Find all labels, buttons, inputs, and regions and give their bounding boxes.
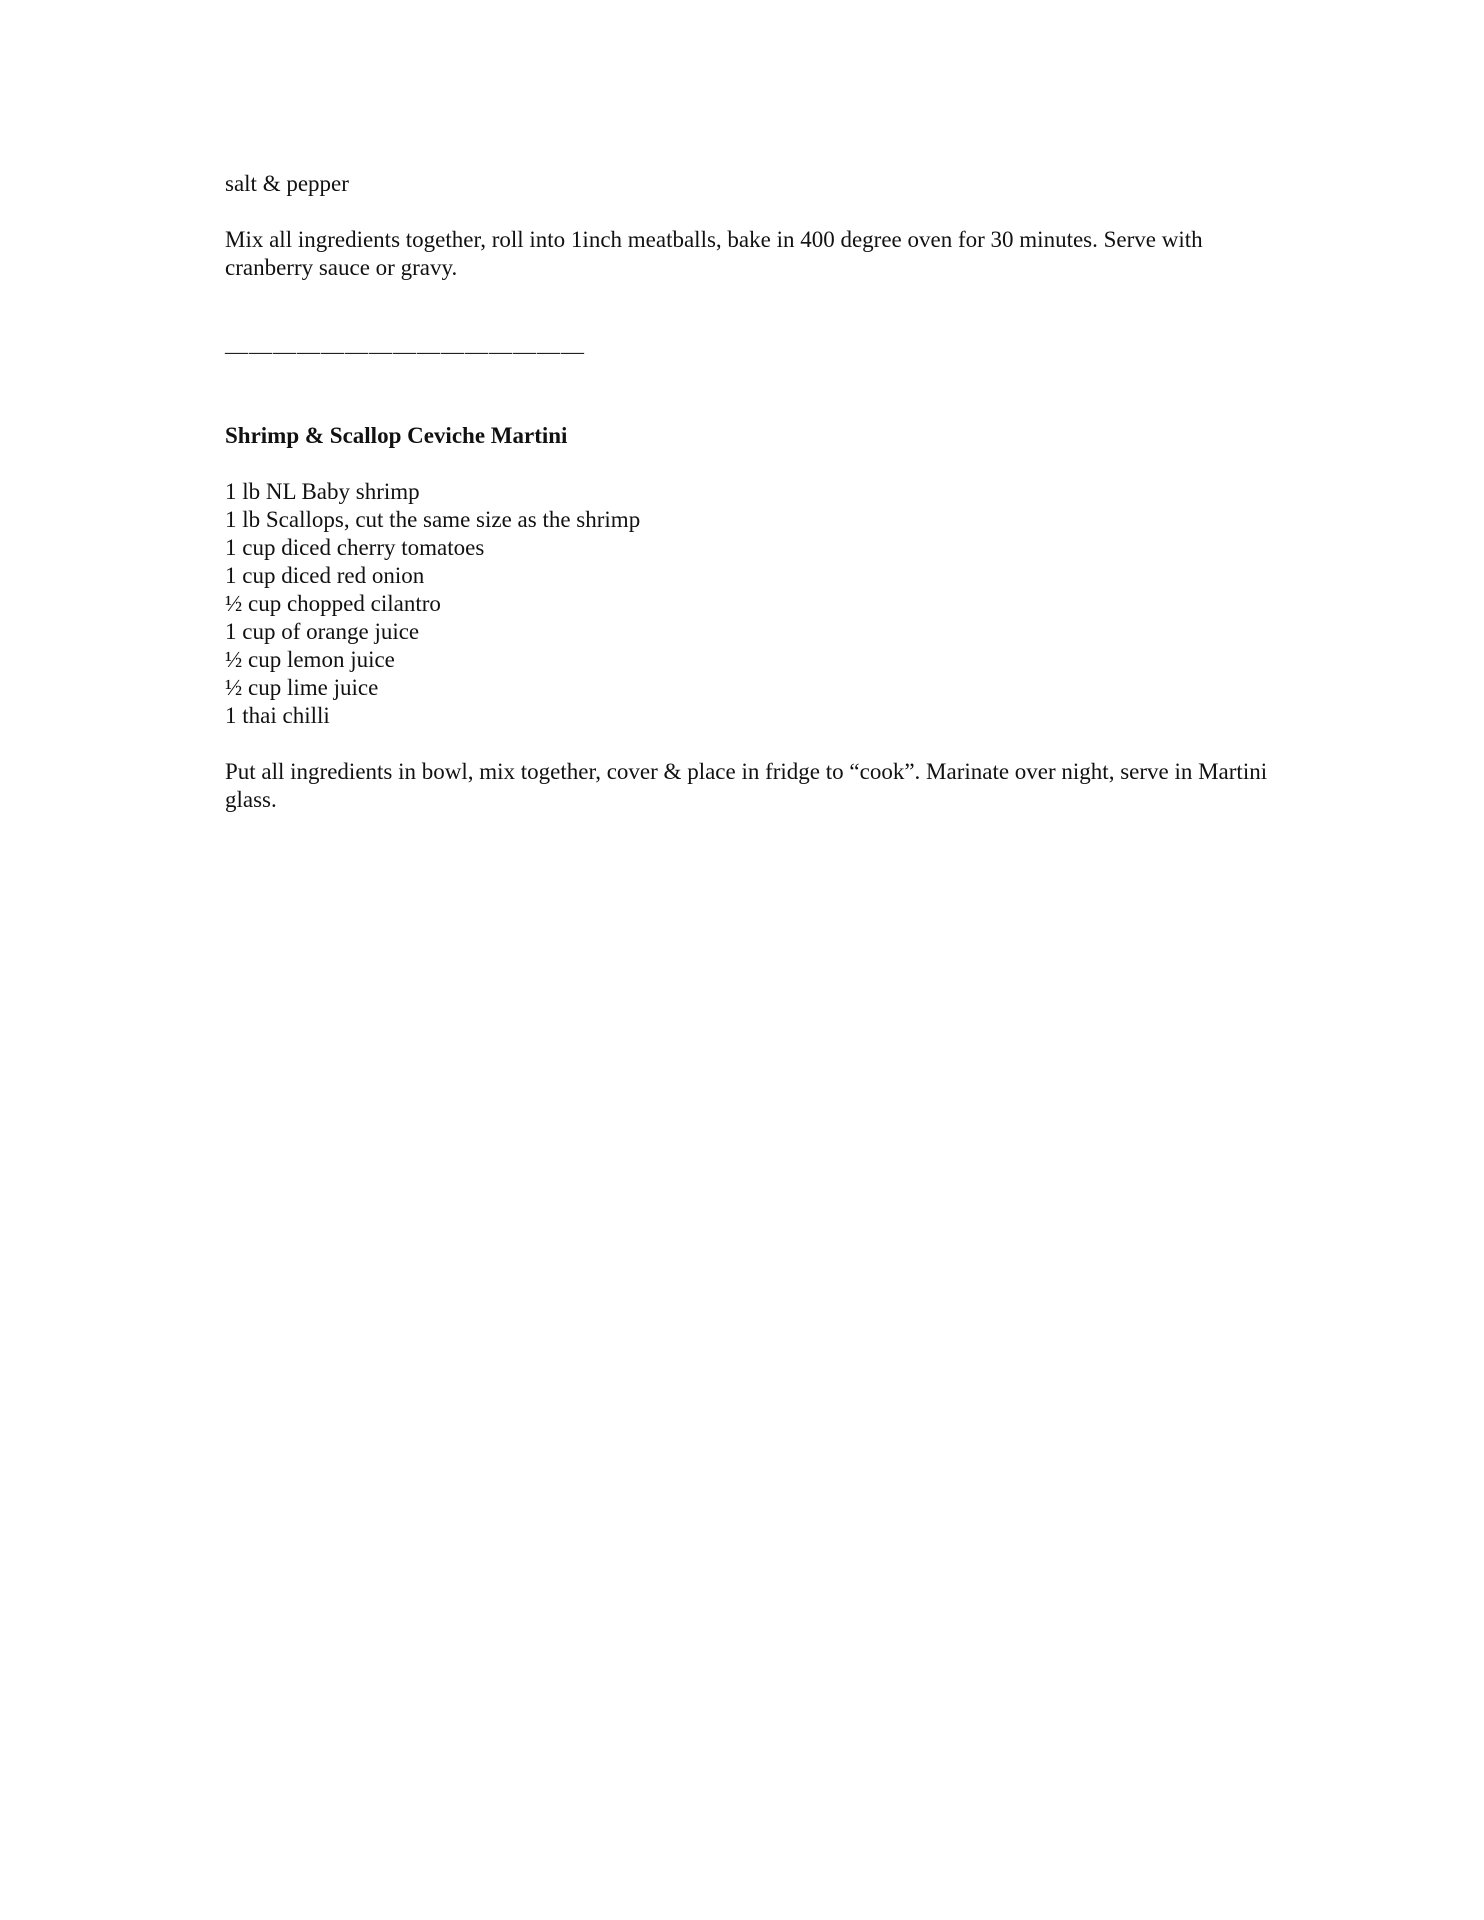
ingredient-item: 1 lb Scallops, cut the same size as the shrimp [225,507,641,532]
ingredient-item: 1 cup diced cherry tomatoes [225,535,485,560]
ceviche-instructions: Put all ingredients in bowl, mix together, cover & place in fridge to “cook”. Marinate over night, serve in Martini glass. [225,759,1268,812]
ingredient-item: 1 cup of orange juice [225,619,420,644]
spacer [225,450,1275,478]
document-page [225,170,1275,814]
ingredient-list [225,478,1275,730]
recipe-title: Shrimp & Scallop Ceviche Martini [225,423,568,448]
section-separator: ——————————————— [225,339,585,364]
ingredient-line-salt-pepper: salt & pepper [225,171,349,196]
spacer [225,366,1275,422]
ingredient-item: ½ cup lime juice [225,675,379,700]
ingredient-item: 1 lb NL Baby shrimp [225,479,420,504]
ingredient-item: ½ cup lemon juice [225,647,395,672]
spacer [225,198,1275,226]
spacer [225,282,1275,338]
meatball-instructions: Mix all ingredients together, roll into 1inch meatballs, bake in 400 degree oven for 30 minutes. Serve with cranberry sauce or gravy. [225,227,1203,280]
ingredient-item: 1 thai chilli [225,703,330,728]
ingredient-item: 1 cup diced red onion [225,563,425,588]
spacer [225,730,1275,758]
ingredient-item: ½ cup chopped cilantro [225,591,441,616]
